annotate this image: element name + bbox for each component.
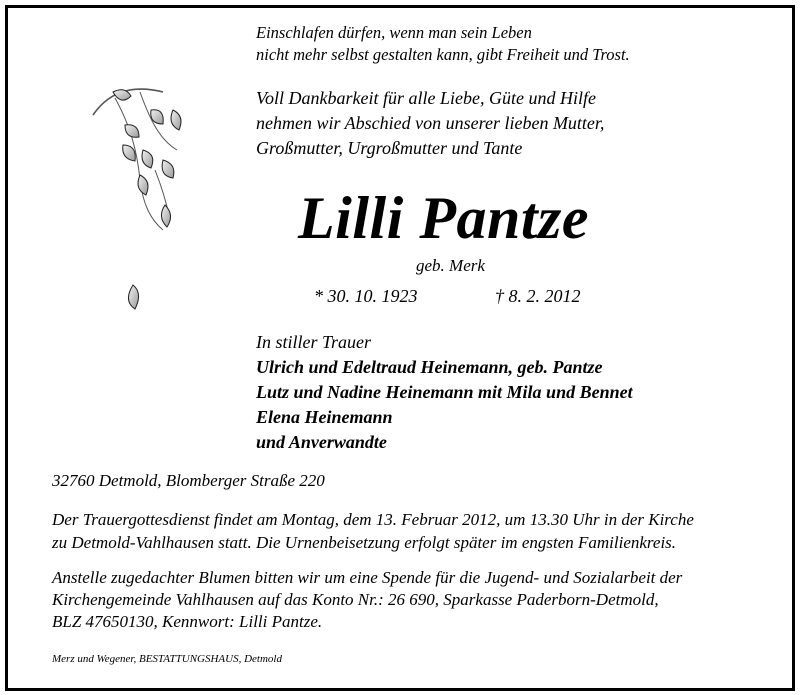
quote-line: nicht mehr selbst gestalten kann, gibt Freiheit und Trost. bbox=[256, 45, 630, 64]
mourner-name: Ulrich und Edeltraud Heinemann, geb. Pantze bbox=[256, 357, 603, 377]
intro-text bbox=[256, 86, 604, 161]
deceased-name: Lilli Pantze bbox=[298, 185, 589, 251]
service-info bbox=[52, 508, 694, 554]
intro-line: Großmutter, Urgroßmutter und Tante bbox=[256, 138, 523, 158]
opening-quote bbox=[256, 22, 630, 66]
family-address: 32760 Detmold, Blomberger Straße 220 bbox=[52, 471, 325, 490]
maiden-name: geb. Merk bbox=[416, 256, 485, 275]
mourners-heading: In stiller Trauer bbox=[256, 332, 372, 352]
mourner-name: Lutz und Nadine Heinemann mit Mila und Bennet bbox=[256, 382, 633, 402]
service-line: zu Detmold-Vahlhausen statt. Die Urnenbeisetzung erfolgt später im engsten Familienkreis. bbox=[52, 533, 677, 552]
service-line: Der Trauergottesdienst findet am Montag, dem 13. Februar 2012, um 13.30 Uhr in der Kirche bbox=[52, 510, 694, 529]
undertaker-credit: Merz und Wegener, BESTATTUNGSHAUS, Detmold bbox=[52, 653, 282, 665]
donation-line: Kirchengemeinde Vahlhausen auf das Konto Nr.: 26 690, Sparkasse Paderborn-Detmold, bbox=[52, 590, 659, 609]
mourner-name: und Anverwandte bbox=[256, 432, 387, 452]
donation-line: Anstelle zugedachter Blumen bitten wir um eine Spende für die Jugend- und Sozialarbeit der bbox=[52, 568, 683, 587]
mourner-name: Elena Heinemann bbox=[256, 407, 393, 427]
donation-info bbox=[52, 567, 682, 633]
intro-line: Voll Dankbarkeit für alle Liebe, Güte und Hilfe bbox=[256, 88, 596, 108]
intro-line: nehmen wir Abschied von unserer lieben Mutter, bbox=[256, 113, 605, 133]
mourners-block bbox=[256, 330, 633, 455]
birch-leaves-icon bbox=[85, 80, 205, 330]
birth-date: * 30. 10. 1923 bbox=[314, 286, 418, 306]
donation-line: BLZ 47650130, Kennwort: Lilli Pantze. bbox=[52, 612, 323, 631]
quote-line: Einschlafen dürfen, wenn man sein Leben bbox=[256, 23, 532, 42]
death-date: † 8. 2. 2012 bbox=[495, 286, 581, 306]
